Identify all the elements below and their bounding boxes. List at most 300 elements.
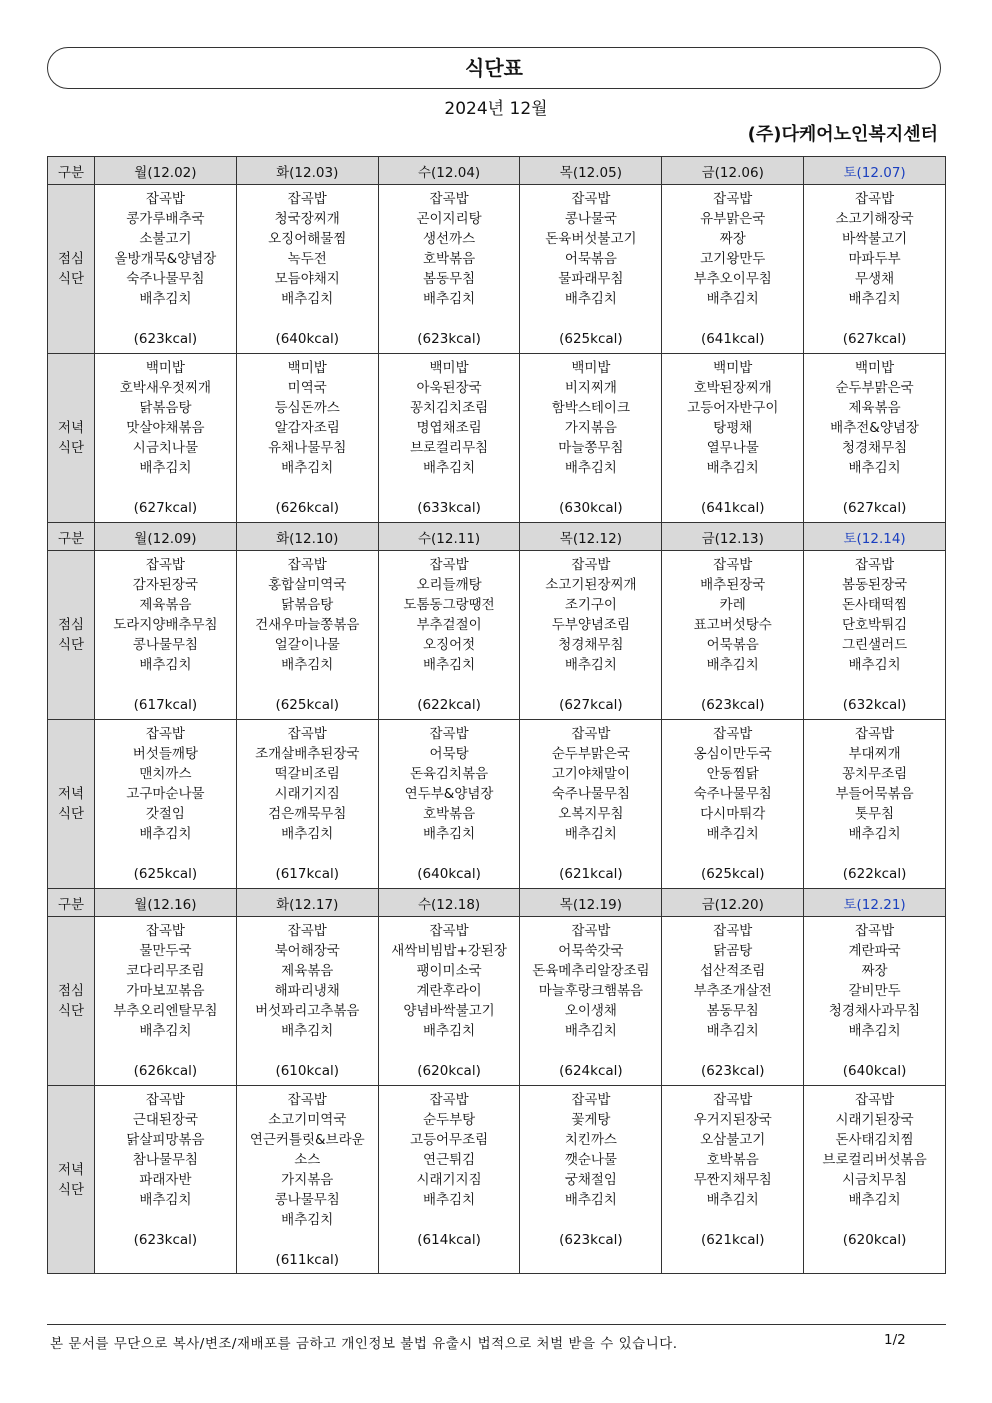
menu-item: 배추김치 (422, 1192, 476, 1208)
dinner-label (48, 354, 95, 523)
menu-item: 잡곡밥 (855, 191, 895, 207)
lunch-label-line: 점심 (57, 983, 85, 999)
menu-item: 호박볶음 (422, 251, 476, 267)
menu-item: 오리들깨탕 (416, 577, 482, 593)
menu-item: 유채나물무침 (268, 440, 347, 456)
menu-item: 콩나물무침 (132, 637, 199, 653)
menu-item: 잡곡밥 (429, 191, 469, 207)
dinner-menu-cell (378, 354, 520, 523)
calorie-value: (620kcal) (842, 1232, 907, 1248)
menu-item: 모듬야채지 (274, 271, 340, 287)
dinner-label-line: 저녁 (57, 420, 85, 436)
menu-item: 열무나물 (706, 440, 759, 456)
menu-item: 배추김치 (422, 657, 476, 673)
calorie-value: (623kcal) (133, 331, 198, 347)
week-header-row (48, 157, 946, 185)
lunch-label (48, 551, 95, 720)
menu-item: 오복지무침 (558, 806, 624, 822)
dinner-menu-cell (236, 354, 378, 523)
spacer (804, 309, 945, 329)
day-header: 토(12.07) (804, 157, 946, 185)
spacer (95, 309, 236, 329)
menu-item: 도라지양배추무침 (113, 617, 218, 633)
menu-item: 고등어자반구이 (687, 400, 779, 416)
lunch-label-line: 식단 (57, 1003, 85, 1019)
menu-item: 백미밥 (287, 360, 327, 376)
menu-item: 고구마순나물 (126, 786, 205, 802)
menu-item: 잡곡밥 (287, 923, 327, 939)
spacer (804, 478, 945, 498)
lunch-menu-cell (95, 551, 237, 720)
spacer (95, 1210, 236, 1230)
menu-item: 고기야채말이 (551, 766, 631, 782)
menu-item: 백미밥 (855, 360, 895, 376)
menu-item: 소고기해장국 (835, 211, 914, 227)
dinner-row (48, 354, 946, 523)
menu-item: 닭볶음탕 (281, 597, 334, 613)
calorie-value: (633kcal) (417, 500, 481, 516)
menu-item: 배추김치 (706, 657, 759, 673)
menu-item: 소불고기 (139, 231, 192, 247)
menu-item: 아욱된장국 (416, 380, 482, 396)
lunch-label (48, 917, 95, 1086)
menu-item: 배추김치 (848, 657, 901, 673)
spacer (804, 1041, 945, 1061)
spacer (237, 675, 378, 695)
dinner-label-line: 식단 (57, 440, 85, 456)
menu-item: 돈육버섯불고기 (545, 231, 637, 247)
menu-item: 연근튀김 (422, 1152, 476, 1168)
menu-item: 버섯들깨탕 (132, 746, 199, 762)
menu-item: 배추김치 (706, 1023, 759, 1039)
menu-item: 함박스테이크 (551, 400, 631, 416)
dinner-menu-cell (95, 1086, 237, 1274)
lunch-menu-cell (236, 551, 378, 720)
menu-item: 계란파국 (848, 943, 901, 959)
calorie-value: (625kcal) (559, 331, 623, 347)
lunch-label-line: 식단 (57, 271, 85, 287)
calorie-value: (630kcal) (559, 500, 623, 516)
footer-notice: 본 문서를 무단으로 복사/변조/재배포를 금하고 개인정보 불법 유출시 법적으로 처벌 받을 수 있습니다. (50, 1336, 678, 1352)
menu-item: 잡곡밥 (429, 726, 469, 742)
calorie-value: (627kcal) (842, 331, 907, 347)
calorie-value: (622kcal) (842, 866, 907, 882)
calorie-value: (632kcal) (842, 697, 907, 713)
menu-item: 청경채무침 (841, 440, 908, 456)
spacer (379, 1210, 520, 1230)
calorie-value: (641kcal) (700, 500, 765, 516)
lunch-menu-cell (378, 917, 520, 1086)
menu-item: 잡곡밥 (571, 557, 611, 573)
spacer (379, 1041, 520, 1061)
menu-item: 양념바싹불고기 (403, 1003, 495, 1019)
lunch-label-line: 점심 (57, 251, 85, 267)
menu-item: 브로컬리무침 (409, 440, 489, 456)
dinner-menu-cell (378, 1086, 520, 1274)
menu-item: 생선까스 (422, 231, 476, 247)
menu-item: 배추김치 (422, 291, 476, 307)
menu-item: 북어해장국 (274, 943, 340, 959)
dinner-menu-cell (662, 720, 804, 889)
menu-item: 돈사태떡찜 (841, 597, 908, 613)
menu-item: 부추조개살전 (693, 983, 772, 999)
menu-item: 해파리냉채 (274, 983, 340, 999)
lunch-menu-cell (662, 917, 804, 1086)
calorie-value: (627kcal) (559, 697, 623, 713)
menu-item: 치킨까스 (564, 1132, 617, 1148)
menu-item: 꽁치김치조림 (409, 400, 489, 416)
dinner-menu-cell (804, 720, 946, 889)
calorie-value: (621kcal) (559, 866, 623, 882)
calorie-value: (624kcal) (559, 1063, 623, 1079)
spacer (520, 309, 661, 329)
dinner-label-line: 저녁 (57, 1161, 85, 1178)
spacer (662, 1210, 803, 1230)
calorie-value: (622kcal) (417, 697, 481, 713)
menu-item: 배추김치 (422, 460, 476, 476)
spacer (804, 844, 945, 864)
menu-item: 유부맑은국 (700, 211, 766, 227)
menu-item: 가지볶음 (564, 420, 617, 436)
menu-item: 무짠지채무침 (693, 1172, 772, 1188)
menu-item: 청국장찌개 (274, 211, 340, 227)
spacer (95, 844, 236, 864)
spacer (520, 675, 661, 695)
spacer (237, 1041, 378, 1061)
menu-item: 검은깨묵무침 (268, 806, 347, 822)
spacer (237, 478, 378, 498)
dinner-label (48, 720, 95, 889)
day-header: 화(12.10) (236, 523, 378, 551)
lunch-label-line: 점심 (57, 617, 85, 633)
calorie-value: (623kcal) (559, 1232, 623, 1248)
menu-item: 어묵볶음 (564, 251, 617, 267)
header-label: 구분 (48, 523, 95, 551)
menu-table (47, 156, 946, 1274)
spacer (804, 1210, 945, 1230)
calorie-value: (640kcal) (275, 331, 340, 347)
menu-item: 제육볶음 (848, 400, 901, 416)
calorie-value: (623kcal) (417, 331, 481, 347)
menu-item: 옹심이만두국 (693, 746, 772, 762)
spacer (379, 675, 520, 695)
day-header: 월(12.02) (95, 157, 237, 185)
menu-item: 물만두국 (139, 943, 192, 959)
spacer (379, 309, 520, 329)
menu-item: 잡곡밥 (287, 1092, 327, 1108)
lunch-menu-cell (520, 551, 662, 720)
dinner-label-line: 식단 (57, 806, 85, 822)
menu-item: 등심돈까스 (274, 400, 340, 416)
calorie-value: (623kcal) (700, 697, 765, 713)
menu-item: 시금치나물 (132, 440, 199, 456)
spacer (520, 478, 661, 498)
menu-item: 새싹비빔밥+강된장 (391, 943, 507, 959)
menu-item: 백미밥 (571, 360, 611, 376)
menu-item: 소스 (294, 1152, 321, 1168)
menu-item: 배추김치 (281, 1023, 334, 1039)
menu-item: 시래기지짐 (274, 786, 340, 802)
dinner-row (48, 720, 946, 889)
menu-item: 잡곡밥 (287, 191, 327, 207)
day-header: 금(12.20) (662, 889, 804, 917)
day-header: 수(12.04) (378, 157, 520, 185)
calorie-value: (620kcal) (417, 1063, 481, 1079)
dinner-menu-cell (520, 1086, 662, 1274)
organization-name: (주)다케어노인복지센터 (747, 124, 938, 145)
menu-item: 호박된장찌개 (693, 380, 772, 396)
menu-item: 봄동무침 (706, 1003, 759, 1019)
menu-item: 코다리무조림 (126, 963, 205, 979)
lunch-label (48, 185, 95, 354)
menu-item: 돈육메추리알장조림 (532, 963, 650, 979)
menu-item: 숙주나물무침 (551, 786, 631, 802)
lunch-row (48, 551, 946, 720)
menu-item: 얼갈이나물 (274, 637, 340, 653)
menu-item: 파래자반 (139, 1172, 192, 1188)
menu-item: 배추김치 (139, 826, 192, 842)
lunch-menu-cell (804, 917, 946, 1086)
menu-item: 배추김치 (706, 291, 759, 307)
calorie-value: (626kcal) (133, 1063, 198, 1079)
menu-item: 버섯꽈리고추볶음 (255, 1003, 360, 1019)
lunch-menu-cell (236, 917, 378, 1086)
menu-item: 비지찌개 (564, 380, 617, 396)
menu-item: 맛살야채볶음 (126, 420, 205, 436)
calorie-value: (640kcal) (417, 866, 481, 882)
menu-item: 호박새우젓찌개 (119, 380, 212, 396)
menu-item: 잡곡밥 (713, 191, 753, 207)
menu-item: 백미밥 (145, 360, 185, 376)
menu-item: 떡갈비조림 (274, 766, 340, 782)
menu-item: 배추전&양념장 (830, 420, 919, 436)
menu-item: 오이생채 (564, 1003, 617, 1019)
menu-item: 닭곰탕 (713, 943, 753, 959)
menu-item: 배추김치 (281, 657, 334, 673)
dinner-menu-cell (662, 1086, 804, 1274)
menu-item: 알감자조림 (274, 420, 340, 436)
menu-item: 잡곡밥 (429, 1092, 469, 1108)
spacer (520, 1210, 661, 1230)
spacer (662, 1041, 803, 1061)
menu-item: 오삼불고기 (700, 1132, 766, 1148)
menu-item: 배추김치 (139, 291, 192, 307)
dinner-menu-cell (520, 354, 662, 523)
menu-item: 소고기미역국 (268, 1112, 347, 1128)
menu-item: 물파래무침 (558, 271, 624, 287)
spacer (237, 844, 378, 864)
spacer (520, 1041, 661, 1061)
menu-item: 배추김치 (848, 291, 901, 307)
menu-item: 카레 (719, 597, 746, 613)
menu-item: 참나물무침 (132, 1152, 199, 1168)
dinner-label-line: 식단 (57, 1181, 85, 1198)
lunch-menu-cell (520, 185, 662, 354)
lunch-menu-cell (520, 917, 662, 1086)
calorie-value: (617kcal) (133, 697, 198, 713)
spacer (662, 478, 803, 498)
lunch-menu-cell (804, 185, 946, 354)
lunch-menu-cell (378, 551, 520, 720)
menu-item: 가지볶음 (281, 1172, 334, 1188)
menu-item: 두부양념조림 (551, 617, 631, 633)
menu-item: 갓절임 (145, 806, 185, 822)
menu-item: 배추김치 (706, 1192, 759, 1208)
day-header: 월(12.16) (95, 889, 237, 917)
menu-item: 제육볶음 (139, 597, 192, 613)
menu-item: 숙주나물무침 (126, 271, 205, 287)
menu-item: 홍합살미역국 (268, 577, 347, 593)
menu-item: 잡곡밥 (429, 557, 469, 573)
spacer (662, 844, 803, 864)
menu-item: 브로컬리버섯볶음 (822, 1152, 927, 1168)
menu-item: 잡곡밥 (713, 557, 753, 573)
menu-item: 건새우마늘쫑볶음 (255, 617, 360, 633)
calorie-value: (617kcal) (275, 866, 340, 882)
menu-item: 잡곡밥 (855, 1092, 895, 1108)
calorie-value: (621kcal) (700, 1232, 765, 1248)
menu-item: 가마보꼬볶음 (126, 983, 205, 999)
menu-item: 배추김치 (139, 1192, 192, 1208)
menu-item: 배추김치 (564, 1023, 617, 1039)
menu-item: 명엽채조림 (416, 420, 482, 436)
calorie-value: (614kcal) (417, 1232, 481, 1248)
menu-item: 부추오이무침 (693, 271, 772, 287)
menu-item: 봄동된장국 (841, 577, 908, 593)
menu-item: 단호박튀김 (841, 617, 908, 633)
menu-item: 우거지된장국 (693, 1112, 772, 1128)
menu-item: 잡곡밥 (855, 726, 895, 742)
menu-item: 청경채무침 (558, 637, 624, 653)
menu-item: 배추김치 (564, 460, 617, 476)
menu-item: 어묵탕 (429, 746, 469, 762)
menu-item: 감자된장국 (132, 577, 199, 593)
dinner-menu-cell (804, 1086, 946, 1274)
menu-item: 연두부&양념장 (404, 786, 494, 802)
calorie-value: (610kcal) (275, 1063, 340, 1079)
menu-item: 순두부맑은국 (551, 746, 631, 762)
menu-item: 콩나물무침 (274, 1192, 340, 1208)
menu-item: 꽃게탕 (571, 1112, 611, 1128)
menu-item: 호박볶음 (706, 1152, 759, 1168)
spacer (804, 675, 945, 695)
menu-item: 잡곡밥 (145, 726, 185, 742)
menu-item: 잡곡밥 (571, 726, 611, 742)
menu-item: 배추된장국 (700, 577, 766, 593)
week-header-row (48, 523, 946, 551)
menu-item: 배추김치 (422, 1023, 476, 1039)
menu-item: 어묵쑥갓국 (558, 943, 624, 959)
spacer (237, 309, 378, 329)
menu-item: 꽁치무조림 (841, 766, 908, 782)
footer-divider (47, 1324, 946, 1325)
spacer (95, 675, 236, 695)
menu-item: 잡곡밥 (713, 923, 753, 939)
dinner-label-line: 저녁 (57, 786, 85, 802)
menu-item: 배추김치 (139, 460, 192, 476)
menu-item: 잡곡밥 (287, 726, 327, 742)
lunch-menu-cell (662, 551, 804, 720)
menu-item: 부들어묵볶음 (835, 786, 914, 802)
menu-item: 백미밥 (429, 360, 469, 376)
dinner-menu-cell (95, 354, 237, 523)
menu-item: 섭산적조림 (700, 963, 766, 979)
lunch-menu-cell (95, 185, 237, 354)
menu-item: 표고버섯탕수 (693, 617, 772, 633)
calorie-value: (611kcal) (275, 1252, 340, 1268)
menu-item: 바싹불고기 (841, 231, 908, 247)
menu-item: 봄동무침 (422, 271, 476, 287)
lunch-menu-cell (804, 551, 946, 720)
menu-item: 숙주나물무침 (693, 786, 772, 802)
menu-item: 팽이미소국 (416, 963, 482, 979)
menu-item: 잡곡밥 (145, 923, 185, 939)
menu-item: 배추김치 (848, 460, 901, 476)
menu-item: 잡곡밥 (287, 557, 327, 573)
lunch-menu-cell (378, 185, 520, 354)
dinner-row (48, 1086, 946, 1274)
dinner-menu-cell (378, 720, 520, 889)
menu-item: 맨치까스 (139, 766, 192, 782)
menu-item: 닭볶음탕 (139, 400, 192, 416)
spacer (662, 309, 803, 329)
spacer (520, 844, 661, 864)
day-header: 화(12.03) (236, 157, 378, 185)
menu-item: 안동찜닭 (706, 766, 759, 782)
spacer (95, 478, 236, 498)
day-header: 목(12.12) (520, 523, 662, 551)
menu-item: 부대찌개 (848, 746, 901, 762)
menu-item: 부추오리엔탈무침 (113, 1003, 218, 1019)
menu-item: 마늘후랑크햄볶음 (538, 983, 644, 999)
calorie-value: (627kcal) (133, 500, 198, 516)
menu-item: 잡곡밥 (571, 191, 611, 207)
menu-item: 다시마튀각 (700, 806, 766, 822)
menu-item: 배추김치 (281, 291, 334, 307)
menu-item: 배추김치 (564, 657, 617, 673)
lunch-row (48, 185, 946, 354)
week-header-row (48, 889, 946, 917)
calorie-value: (640kcal) (842, 1063, 907, 1079)
dinner-menu-cell (662, 354, 804, 523)
day-header: 수(12.18) (378, 889, 520, 917)
menu-item: 배추김치 (848, 1023, 901, 1039)
menu-item: 깻순나물 (564, 1152, 617, 1168)
calorie-value: (627kcal) (842, 500, 907, 516)
menu-item: 근대된장국 (132, 1112, 199, 1128)
menu-item: 잡곡밥 (145, 191, 185, 207)
dinner-menu-cell (804, 354, 946, 523)
page-number: 1/2 (884, 1332, 906, 1348)
menu-item: 잡곡밥 (855, 923, 895, 939)
lunch-label-line: 식단 (57, 637, 85, 653)
day-header: 금(12.13) (662, 523, 804, 551)
lunch-menu-cell (236, 185, 378, 354)
day-header: 목(12.05) (520, 157, 662, 185)
spacer (237, 1230, 378, 1250)
day-header: 수(12.11) (378, 523, 520, 551)
calorie-value: (625kcal) (275, 697, 340, 713)
menu-item: 배추김치 (564, 826, 617, 842)
menu-item: 올방개묵&양념장 (114, 251, 217, 267)
menu-item: 청경채사과무침 (828, 1003, 921, 1019)
menu-item: 제육볶음 (281, 963, 334, 979)
menu-item: 오징어젓 (422, 637, 476, 653)
menu-item: 그린샐러드 (841, 637, 908, 653)
menu-item: 고등어무조림 (409, 1132, 489, 1148)
day-header: 토(12.21) (804, 889, 946, 917)
menu-item: 계란후라이 (416, 983, 482, 999)
